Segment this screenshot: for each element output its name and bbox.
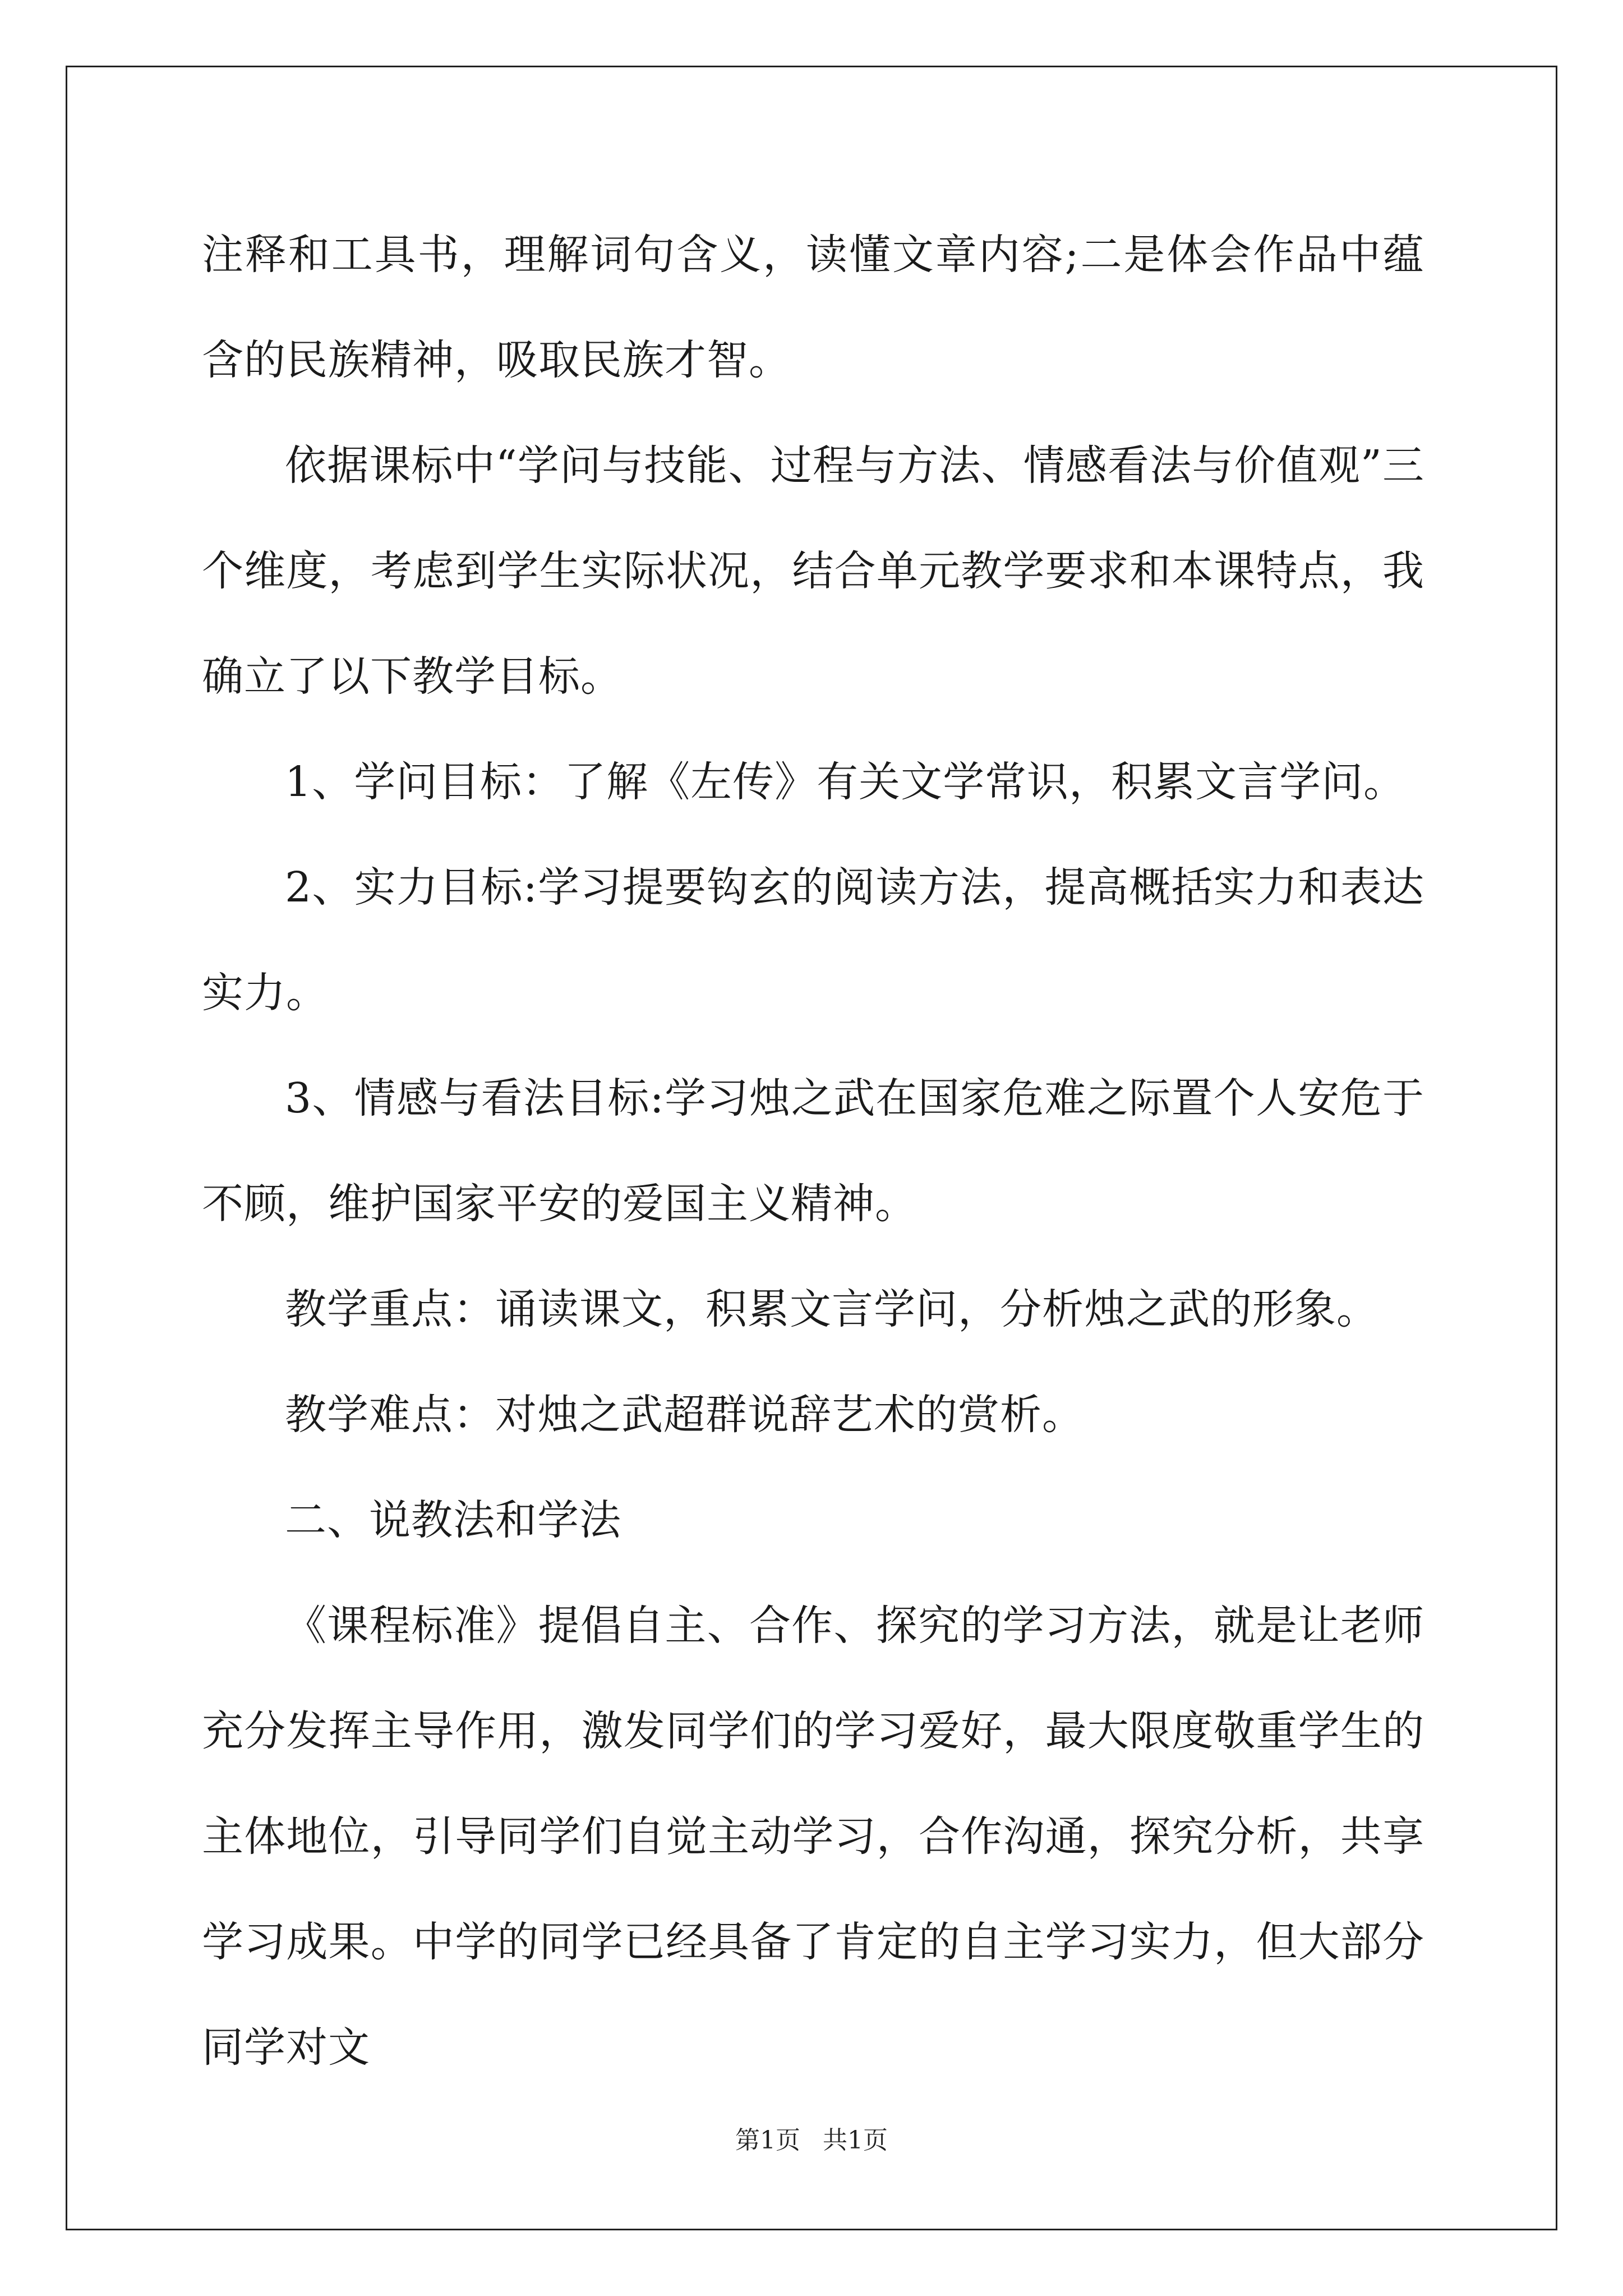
paragraph-knowledge-goal: 1、学问目标：了解《左传》有关文学常识，积累文言学问。	[285, 758, 1406, 806]
page-number: 第1页	[735, 2126, 800, 2155]
document-body	[202, 202, 1424, 2100]
paragraph-curriculum-standard: 《课程标准》提倡自主、合作、探究的学习方法，就是让老师充分发挥主导作用，激发同学们的学习爱好，最大限度敬重学生的主体地位，引导同学们自觉主动学习，合作沟通，探究分析，共享学习成果。中学的同学已经具备了肯定的自主学习实力，但大部分同学对文	[202, 1602, 1424, 2072]
paragraph-teaching-focus: 教学重点：诵读课文，积累文言学问，分析烛之武的形象。	[285, 1285, 1378, 1333]
paragraph-continuation: 注释和工具书，理解词句含义，读懂文章内容;二是体会作品中蕴含的民族精神，吸取民族才智。	[202, 231, 1424, 384]
paragraph-teaching-difficulty: 教学难点：对烛之武超群说辞艺术的赏析。	[285, 1391, 1084, 1439]
page-footer	[0, 2124, 1623, 2157]
paragraph-curriculum-basis: 依据课标中“学问与技能、过程与方法、情感看法与价值观”三个维度，考虑到学生实际状况，结合单元教学要求和本课特点，我确立了以下教学目标。	[202, 441, 1424, 701]
page-total: 共1页	[823, 2126, 888, 2155]
section-heading-methods: 二、说教法和学法	[285, 1496, 621, 1544]
paragraph-emotion-goal: 3、情感与看法目标:学习烛之武在国家危难之际置个人安危于不顾，维护国家平安的爱国主义精神。	[202, 1074, 1424, 1228]
paragraph-ability-goal: 2、实力目标:学习提要钩玄的阅读方法，提高概括实力和表达实力。	[202, 863, 1424, 1017]
